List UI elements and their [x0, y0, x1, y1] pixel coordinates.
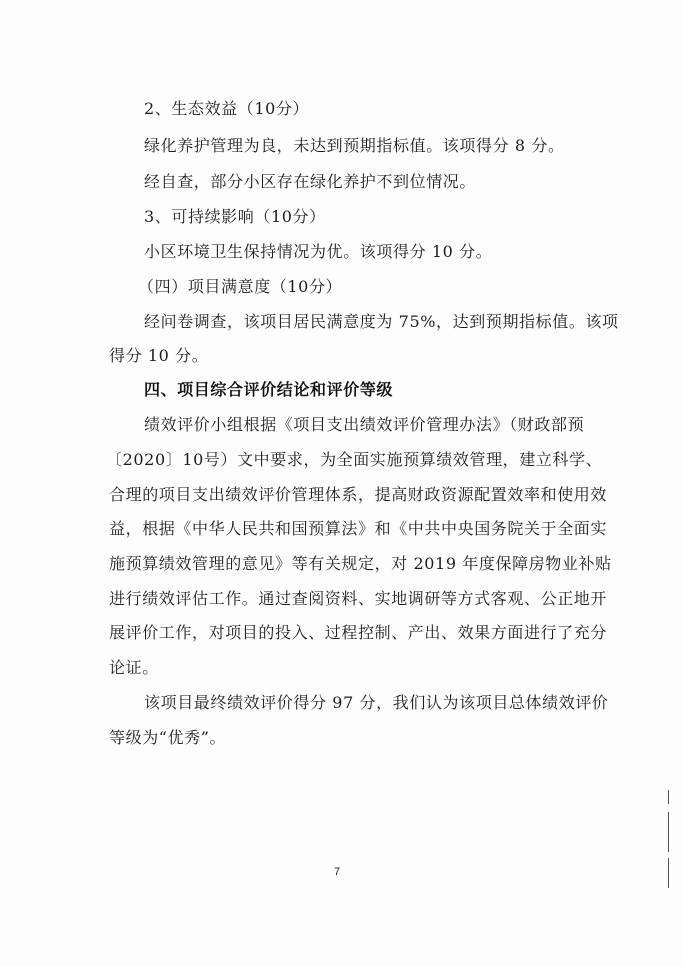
satisfaction-paragraph-line-2: 得分 10 分。 — [109, 346, 209, 365]
page-number: 7 — [334, 866, 341, 878]
conclusion-paragraph-line-6: 进行绩效评估工作。通过查阅资料、实地调研等方式客观、公正地开 — [109, 589, 608, 608]
sustainability-paragraph-1: 小区环境卫生保持情况为优。该项得分 10 分。 — [144, 242, 493, 261]
ecology-heading: 2、生态效益（10分） — [144, 99, 310, 118]
final-score-paragraph-line-2: 等级为“优秀”。 — [109, 728, 227, 747]
scan-artifact-mark — [668, 790, 669, 804]
satisfaction-heading: （四）项目满意度（10分） — [138, 277, 343, 296]
scan-artifact-mark — [668, 812, 669, 852]
conclusion-paragraph-line-2: 〔2020〕10号）文中要求，为全面实施预算绩效管理，建立科学、 — [106, 450, 603, 469]
conclusion-paragraph-line-8: 论证。 — [109, 658, 159, 677]
ecology-paragraph-1: 绿化养护管理为良，未达到预期指标值。该项得分 8 分。 — [144, 136, 565, 155]
conclusion-heading: 四、项目综合评价结论和评价等级 — [144, 380, 394, 399]
conclusion-paragraph-line-1: 绩效评价小组根据《项目支出绩效评价管理办法》（财政部预 — [144, 415, 585, 434]
ecology-paragraph-2: 经自查，部分小区存在绿化养护不到位情况。 — [144, 172, 477, 191]
conclusion-paragraph-line-3: 合理的项目支出绩效评价管理体系，提高财政资源配置效率和使用效 — [109, 485, 608, 504]
scan-artifact-mark — [668, 858, 669, 888]
sustainability-heading: 3、可持续影响（10分） — [144, 207, 326, 226]
satisfaction-paragraph-line-1: 经问卷调查，该项目居民满意度为 75%，达到预期指标值。该项 — [144, 312, 619, 331]
conclusion-paragraph-line-4: 益，根据《中华人民共和国预算法》和《中共中央国务院关于全面实 — [109, 519, 608, 538]
conclusion-paragraph-line-7: 展评价工作，对项目的投入、过程控制、产出、效果方面进行了充分 — [109, 623, 608, 642]
final-score-paragraph-line-1: 该项目最终绩效评价得分 97 分，我们认为该项目总体绩效评价 — [144, 693, 609, 712]
conclusion-paragraph-line-5: 施预算绩效管理的意见》等有关规定，对 2019 年度保障房物业补贴 — [109, 554, 612, 573]
